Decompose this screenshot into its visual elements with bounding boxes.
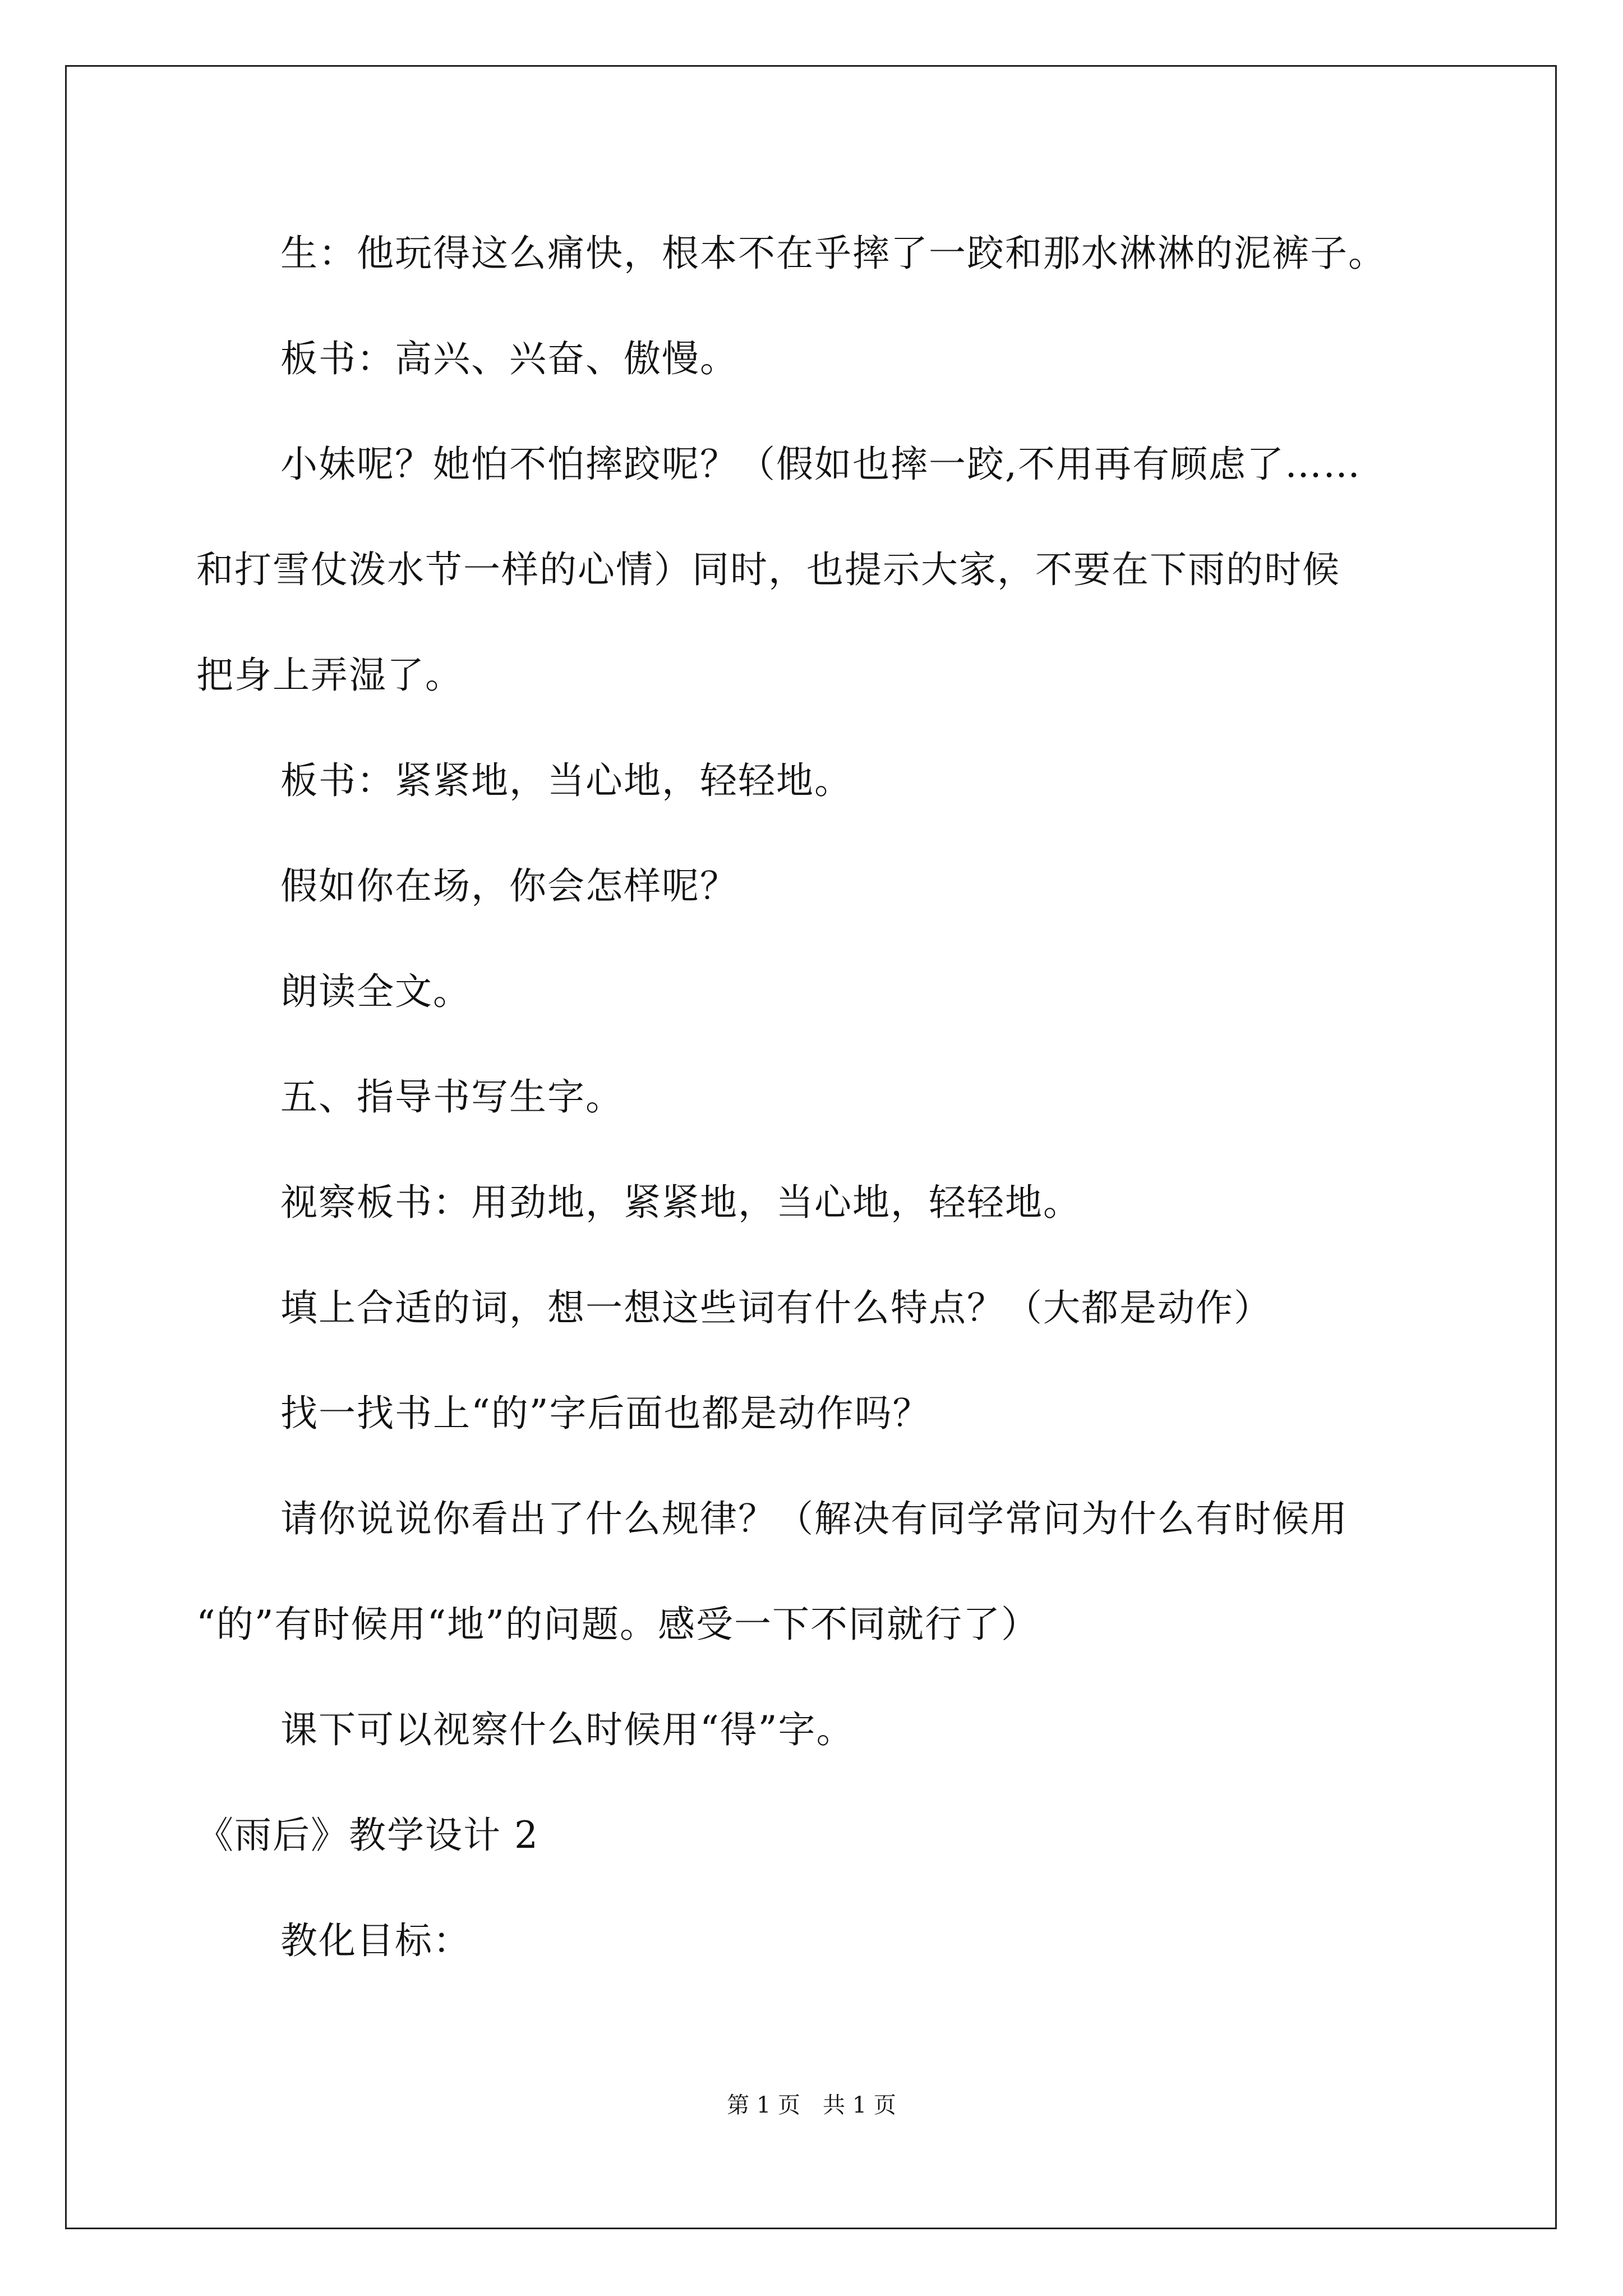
paragraph-line: 视察板书：用劲地，紧紧地，当心地，轻轻地。 [280, 1181, 1081, 1224]
paragraph-line: 板书：高兴、兴奋、傲慢。 [280, 337, 738, 380]
paragraph-line: 假如你在场，你会怎样呢？ [280, 864, 738, 908]
paragraph-line: 板书：紧紧地，当心地，轻轻地。 [280, 759, 852, 802]
page-number-footer: 第 1 页 共 1 页 [727, 2092, 896, 2118]
paragraph-line: 小妹呢？她怕不怕摔跤呢？（假如也摔一跤,不用再有顾虑了…… [280, 443, 1361, 486]
paragraph-line: 五、指导书写生字。 [280, 1075, 624, 1119]
paragraph-line: 课下可以视察什么时候用“得”字。 [280, 1708, 855, 1751]
paragraph-line: 生：他玩得这么痛快，根本不在乎摔了一跤和那水淋淋的泥裤子。 [280, 232, 1386, 275]
paragraph-line: 和打雪仗泼水节一样的心情）同时，也提示大家，不要在下雨的时候 [196, 548, 1340, 591]
paragraph-line: 填上合适的词，想一想这些词有什么特点？（大都是动作） [280, 1286, 1272, 1329]
section-title: 《雨后》教学设计 2 [196, 1814, 539, 1857]
paragraph-line: “的”有时候用“地”的问题。感受一下不同就行了） [196, 1603, 1039, 1646]
paragraph-line: 教化目标： [280, 1919, 471, 1962]
page-frame [65, 65, 1557, 2229]
paragraph-line: 朗读全文。 [280, 970, 471, 1013]
paragraph-line: 把身上弄湿了。 [196, 654, 463, 697]
paragraph-line: 请你说说你看出了什么规律？（解决有同学常问为什么有时候用 [280, 1497, 1348, 1540]
paragraph-line: 找一找书上“的”字后面也都是动作吗？ [280, 1392, 931, 1435]
